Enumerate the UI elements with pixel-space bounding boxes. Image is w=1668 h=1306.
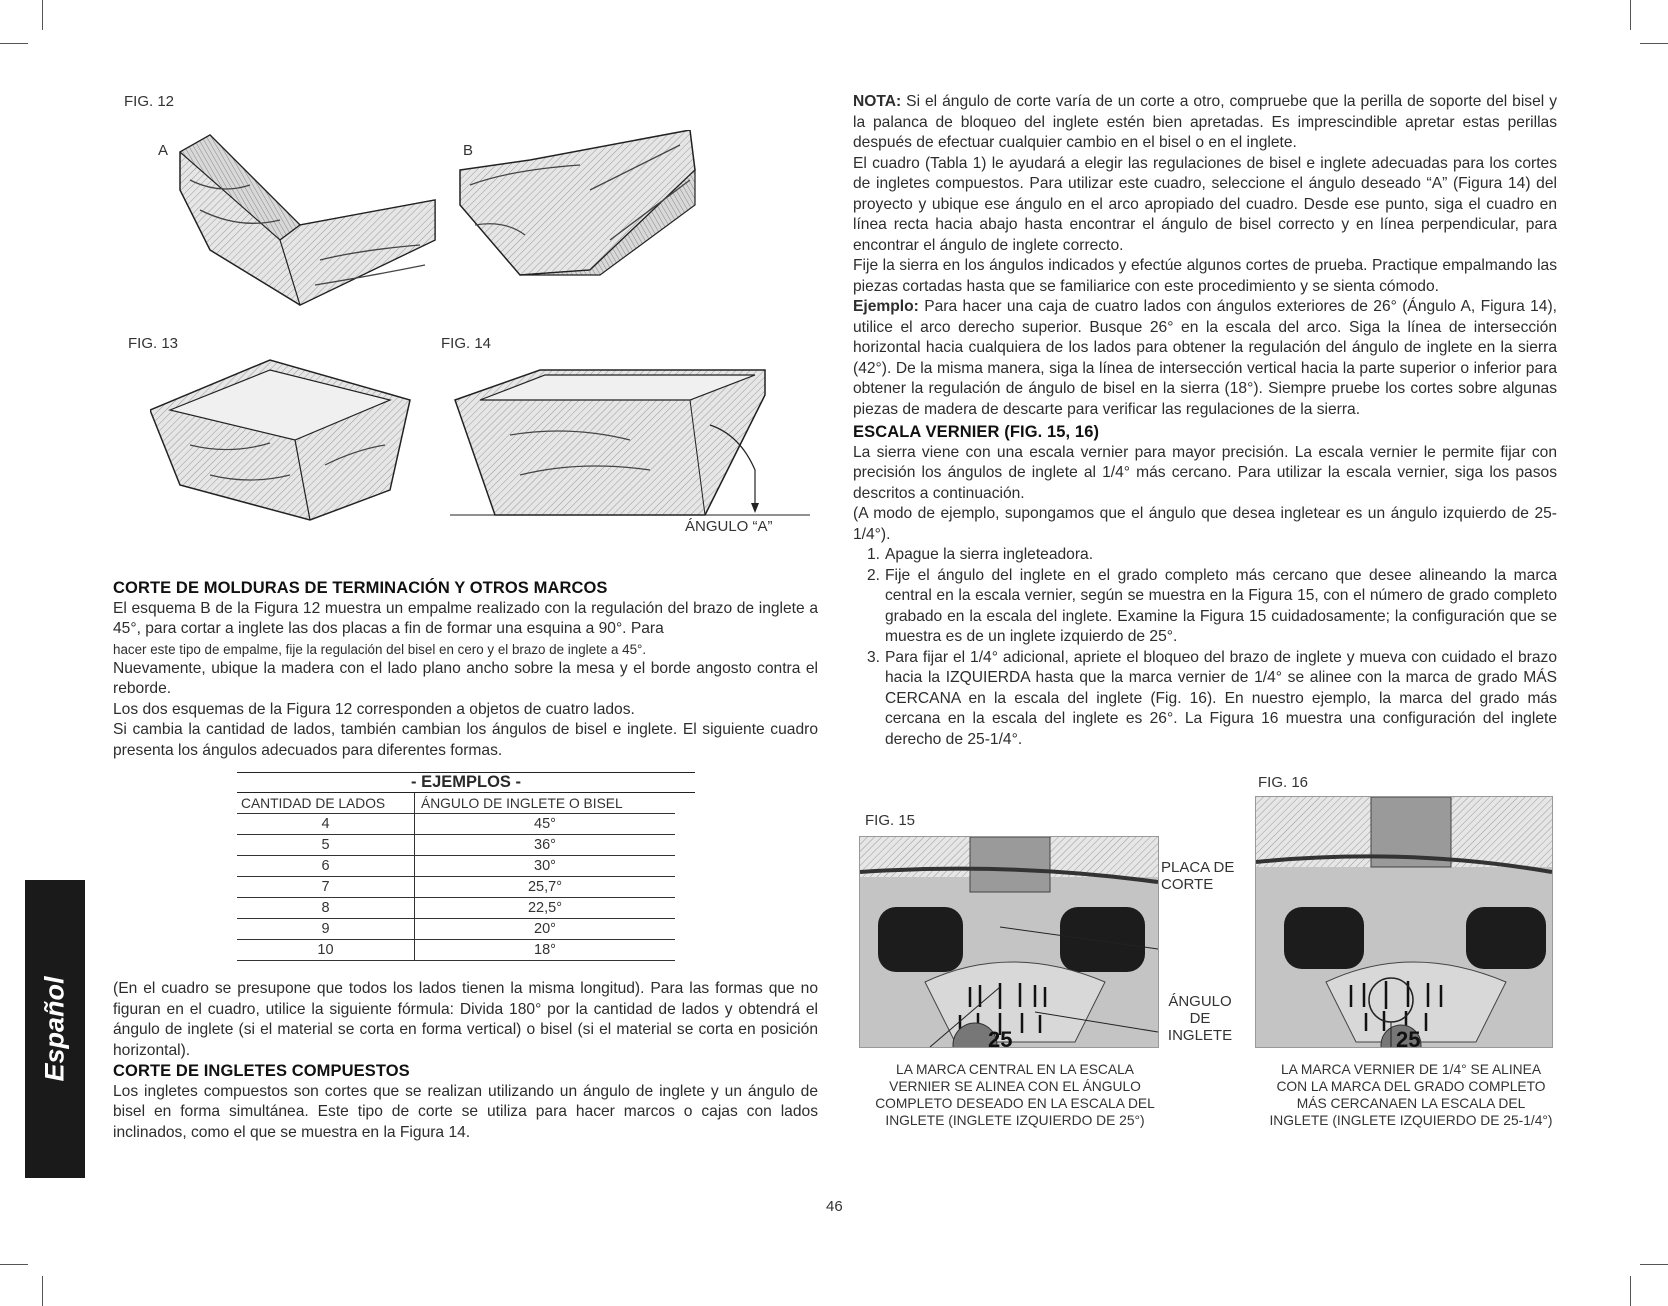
table-cell-sides: 8 (237, 898, 415, 919)
paragraph: hacer este tipo de empalme, fije la regulación del bisel en cero y el brazo de inglete a 45°. (113, 641, 647, 657)
fig12-a-label: A (158, 142, 169, 159)
step-number: 3. (867, 648, 881, 666)
example-paragraph (853, 297, 1557, 420)
fig16-caption: LA MARCA VERNIER DE 1/4° SE ALINEA CON LA MARCA DEL GRADO COMPLETO MÁS CERCANAEN LA ESCALA DEL INGLETE (INGLETE IZQUIERDO DE 25-1/4°) (1269, 1062, 1553, 1128)
paragraph: Nuevamente, ubique la madera con el lado plano ancho sobre la mesa y el borde angosto contra el reborde. (113, 659, 818, 697)
table-row (237, 919, 675, 940)
crop-mark (1630, 0, 1631, 30)
paragraph: El cuadro (Tabla 1) le ayudará a elegir las regulaciones de bisel e inglete adecuadas para los cortes de ingletes compuestos. Para utilizar este cuadro, seleccione el ángulo deseado “A” (Figura 14) del proyecto y ubique ese ángulo en el arco apropiado del cuadro. Desde ese punto, siga el cuadro en línea recta hacia abajo hasta encontrar el ángulo de bisel correcto y en línea perpendicular, para encontrar el ángulo de inglete correcto. (853, 154, 1557, 254)
fig12-b-label: B (463, 142, 474, 159)
fig15-photo (859, 836, 1159, 1048)
steps-list (853, 545, 1557, 750)
step-item (853, 648, 1557, 751)
paragraph: Si cambia la cantidad de lados, también cambian los ángulos de bisel e inglete. El siguiente cuadro presenta los ángulos adecuados para diferentes formas. (113, 721, 818, 759)
table-row (237, 856, 675, 877)
table-cell-angle: 45° (415, 814, 676, 835)
table-cell-sides: 9 (237, 919, 415, 940)
paragraph: El esquema B de la Figura 12 muestra un empalme realizado con la regulación del brazo de inglete a 45°, para cortar a inglete las dos placas a fin de formar una esquina a 90°. Para (113, 599, 818, 637)
left-column (113, 578, 818, 761)
fig13-fig14-box-illustrations (150, 355, 810, 525)
fig15-angulo-label: ÁNGULO DE INGLETE (1167, 993, 1233, 1044)
step-text: Para fijar el 1/4° adicional, apriete el bloqueo del brazo de inglete y mueva con cuidado el brazo hacia la IZQUIERDA hasta que la marca vernier de 1/4° se alinee con la marca de grado MÁS CERCANA en la escala del inglete (Fig. 16). En nuestro ejemplo, la marca del grado más cercana en la escala del inglete es 26°. La Figura 16 muestra una configuración del inglete derecho de 25-1/4°. (885, 648, 1557, 748)
step-item (853, 545, 1557, 566)
fig13-box-drawing (150, 360, 410, 520)
language-tab-label: Español (39, 976, 70, 1082)
step-number: 2. (867, 566, 881, 584)
table-title: - EJEMPLOS - (237, 772, 695, 793)
section-heading-compound: CORTE DE INGLETES COMPUESTOS (113, 1062, 410, 1080)
fig12-label: FIG. 12 (124, 93, 175, 110)
table-cell-angle: 20° (415, 919, 676, 940)
section-heading-vernier: ESCALA VERNIER (FIG. 15, 16) (853, 423, 1100, 441)
table-header-angle: ÁNGULO DE INGLETE O BISEL (415, 793, 676, 814)
table-cell-angle: 36° (415, 835, 676, 856)
fig14-angle-label: ÁNGULO “A” (685, 518, 773, 535)
paragraph: (A modo de ejemplo, supongamos que el ángulo que desea ingletear es un ángulo izquierdo de 25-1/4°). (853, 505, 1557, 543)
note-label: NOTA: (853, 93, 902, 110)
step-number: 1. (867, 546, 881, 563)
crop-mark (1640, 43, 1668, 44)
table-row (237, 940, 675, 961)
fig12-joint-illustrations (170, 130, 750, 330)
crop-mark (42, 1276, 43, 1306)
table-row (237, 814, 675, 835)
crop-mark (42, 0, 43, 30)
fig14-box-drawing (450, 370, 810, 515)
table-cell-sides: 5 (237, 835, 415, 856)
crop-mark (1640, 1264, 1668, 1265)
fig12-a-drawing (180, 135, 435, 305)
paragraph: Los ingletes compuestos son cortes que se realizan utilizando un ángulo de inglete y un ángulo de bisel en forma simultánea. Este tipo de corte se utiliza para hacer marcos o cajas con lados inclinados, como el que se muestra en la Figura 14. (113, 1082, 818, 1141)
step-item (853, 566, 1557, 648)
fig15-placa-label: PLACA DE CORTE (1161, 859, 1235, 893)
fig15-label: FIG. 15 (865, 812, 916, 829)
examples-table (237, 772, 695, 961)
crop-mark (1630, 1276, 1631, 1306)
fig15-scale-digits: 25 (988, 1027, 1013, 1047)
table-row (237, 877, 675, 898)
table-cell-sides: 6 (237, 856, 415, 877)
paragraph: Fije la sierra en los ángulos indicados y efectúe algunos cortes de prueba. Practique empalmando las piezas cortadas hasta que se familiarice con este procedimiento y se sienta cómodo. (853, 257, 1557, 295)
step-text: Apague la sierra ingleteadora. (885, 546, 1094, 563)
note-paragraph (853, 92, 1557, 154)
table-cell-sides: 4 (237, 814, 415, 835)
table-cell-sides: 10 (237, 940, 415, 961)
fig15-caption: LA MARCA CENTRAL EN LA ESCALA VERNIER SE ALINEA CON EL ÁNGULO COMPLETO DESEADO EN LA ESCALA DEL INGLETE (INGLETE IZQUIERDO DE 25°) (875, 1062, 1155, 1128)
crop-mark (0, 1264, 28, 1265)
table-cell-angle: 30° (415, 856, 676, 877)
example-text: Para hacer una caja de cuatro lados con ángulos exteriores de 26° (Ángulo A, Figura 14), utilice el arco derecho superior. Busque 26° en la escala del arco. Siga la línea de intersección horizontal hacia cualquiera de los lados para obtener la regulación del ángulo de inglete en la sierra (42°). De la misma manera, siga la línea de intersección vertical hacia la parte superior o inferior para obtener la regulación de ángulo de bisel en la sierra (18°). Siempre pruebe los cortes sobre algunas piezas de madera de descarte para verificar las regulaciones de la sierra. (853, 298, 1557, 418)
example-label: Ejemplo: (853, 298, 919, 315)
table-cell-sides: 7 (237, 877, 415, 898)
fig14-label: FIG. 14 (441, 335, 492, 352)
language-tab (25, 880, 85, 1178)
fig16-photo (1255, 796, 1553, 1048)
crop-mark (0, 43, 28, 44)
paragraph: (En el cuadro se presupone que todos los lados tienen la misma longitud). Para las formas que no figuran en el cuadro, utilice la siguiente fórmula: Divida 180° por la cantidad de lados y obtendrá el ángulo de inglete (si el material se corta en forma vertical) o bisel (si el material se corta en posición horizontal). (113, 980, 818, 1059)
fig16-label: FIG. 16 (1258, 774, 1309, 791)
table-cell-angle: 25,7° (415, 877, 676, 898)
table-row (237, 898, 675, 919)
fig13-label: FIG. 13 (128, 335, 179, 352)
step-text: Fije el ángulo del inglete en el grado completo más cercano que desee alineando la marca central en la escala vernier, según se muestra en la Figura 15, con el número de grado completo grabado en la escala del inglete. Examine la Figura 15 cuidadosamente; la configuración que se muestra es de un inglete izquierdo de 25°. (885, 566, 1557, 645)
fig16-scale-digits: 25 (1396, 1027, 1421, 1047)
table-cell-angle: 22,5° (415, 898, 676, 919)
page-number: 46 (826, 1198, 843, 1215)
table-cell-angle: 18° (415, 940, 676, 961)
paragraph: Los dos esquemas de la Figura 12 corresponden a objetos de cuatro lados. (113, 700, 635, 718)
section-heading-moldings: CORTE DE MOLDURAS DE TERMINACIÓN Y OTROS MARCOS (113, 579, 608, 597)
paragraph: La sierra viene con una escala vernier para mayor precisión. La escala vernier le permite fijar con precisión los ángulos de inglete al 1/4° más cercano. Para utilizar la escala vernier, siga los pasos descritos a continuación. (853, 443, 1557, 502)
fig12-b-drawing (460, 130, 695, 275)
left-column-lower (113, 979, 818, 1143)
right-column (853, 92, 1557, 750)
table-row (237, 835, 675, 856)
note-text: Si el ángulo de corte varía de un corte a otro, compruebe que la perilla de soporte del bisel y la palanca de bloqueo del inglete estén bien apretadas. Es imprescindible apretar estas perillas después de efectuar cualquier cambio en el bisel o en el inglete. (853, 93, 1557, 151)
table-header-sides: CANTIDAD DE LADOS (237, 793, 415, 814)
